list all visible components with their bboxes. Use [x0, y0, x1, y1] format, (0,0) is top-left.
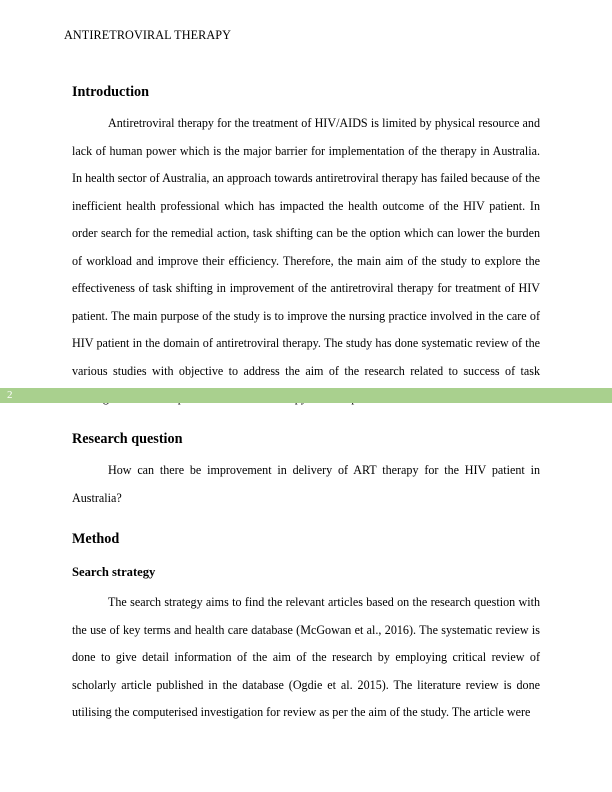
- page-break-band: [0, 388, 612, 403]
- page-number: 2: [7, 389, 13, 401]
- research-question-heading: Research question: [72, 431, 183, 447]
- search-strategy-paragraph: The search strategy aims to find the relevant articles based on the research question with the use of key terms and health care database (McGowan et al., 2016). The systematic review is done to give detail information of the aim of the research by employing critical review of scholarly article published in the database (Ogdie et al. 2015). The literature review is done utilising the computerised investigation for review as per the aim of the study. The article were: [72, 595, 540, 719]
- method-heading: Method: [72, 531, 120, 547]
- research-question-paragraph: How can there be improvement in delivery of ART therapy for the HIV patient in Australia?: [72, 463, 540, 505]
- search-strategy-heading: Search strategy: [72, 565, 156, 579]
- introduction-heading: Introduction: [72, 84, 149, 100]
- running-head: ANTIRETROVIRAL THERAPY: [64, 28, 232, 42]
- introduction-paragraph: Antiretroviral therapy for the treatment of HIV/AIDS is limited by physical resource and lack of human power which is the major barrier for implementation of the therapy in Australia. In health sector of Australia, an approach towards antiretroviral therapy has failed because of the inefficient health professional which has impacted the health outcome of the HIV patient. In order search for the remedial action, task shifting can be the option which can lower the burden of workload and improve their efficiency. Therefore, the main aim of the study to explore the effectiveness of task shifting in improvement of the antiretroviral therapy for treatment of HIV patient. The main purpose of the study is to improve the nursing practice involved in the care of HIV patient in the domain of antiretroviral therapy. The study has done systematic review of the various studies with objective to address the aim of the research related to success of task: [72, 116, 540, 378]
